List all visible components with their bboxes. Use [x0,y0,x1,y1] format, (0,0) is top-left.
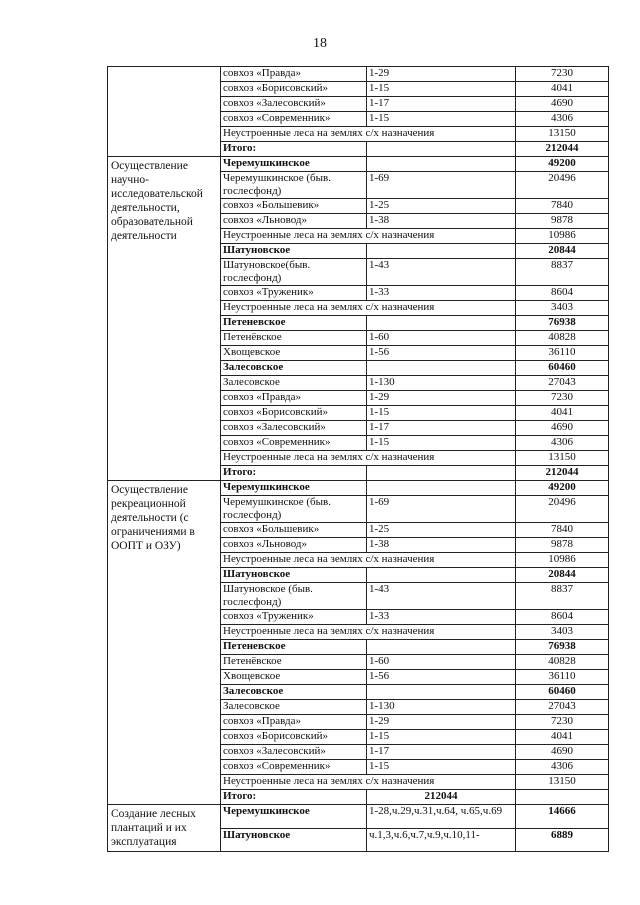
subdivision-name: Черемушкинское [221,157,367,172]
quarter-numbers: 1-29 [367,67,516,82]
area-value: 40828 [516,331,609,346]
forestry-name: Неустроенные леса на землях с/х назначения [221,229,516,244]
total-label: Итого: [221,466,367,481]
area-value: 36110 [516,346,609,361]
subdivision-name: Шатуновское [221,568,367,583]
quarter-numbers: 1-60 [367,655,516,670]
quarter-numbers: 1-17 [367,745,516,760]
area-value: 13150 [516,127,609,142]
quarter-numbers: 1-33 [367,286,516,301]
area-value: 9878 [516,214,609,229]
subdivision-name: Залесовское [221,685,367,700]
area-value: 8604 [516,610,609,625]
area-value: 60460 [516,685,609,700]
area-value: 20496 [516,496,609,523]
area-value: 10986 [516,229,609,244]
page-number: 18 [313,36,327,51]
purpose-cell: Создание лесных плантаций и их эксплуатация [108,805,221,852]
area-value: 27043 [516,700,609,715]
table-row [108,481,609,496]
quarter-numbers: 1-17 [367,97,516,112]
quarter-numbers [367,244,516,259]
area-value: 20844 [516,244,609,259]
quarter-numbers: 1-15 [367,406,516,421]
area-value: 7230 [516,715,609,730]
quarter-numbers: 1-15 [367,760,516,775]
area-value: 13150 [516,775,609,790]
quarter-numbers: 1-28,ч.29,ч.31,ч.64, ч.65,ч.69 [367,805,516,829]
purpose-cell: Осуществление научно-исследовательской деятельности, образовательной деятельности [108,157,221,481]
quarter-numbers: 1-33 [367,610,516,625]
area-value: 76938 [516,640,609,655]
area-value: 20844 [516,568,609,583]
forestry-name: совхоз «Льновод» [221,214,367,229]
area-value: 7230 [516,67,609,82]
forestry-name: совхоз «Правда» [221,67,367,82]
forestry-name: совхоз «Труженик» [221,286,367,301]
area-value: 4306 [516,112,609,127]
forestry-name: Шатуновское [221,828,367,852]
quarter-numbers [367,157,516,172]
area-value: 6889 [516,828,609,852]
quarter-numbers: 1-25 [367,199,516,214]
quarter-numbers: 1-17 [367,421,516,436]
area-value: 20496 [516,172,609,199]
quarter-numbers: 1-15 [367,112,516,127]
area-value: 4306 [516,436,609,451]
area-value: 3403 [516,625,609,640]
area-value: 14666 [516,805,609,829]
forestry-name: Петенёвское [221,331,367,346]
area-value: 4690 [516,745,609,760]
quarter-numbers [367,640,516,655]
area-value: 8604 [516,286,609,301]
forestry-name: совхоз «Современник» [221,436,367,451]
subdivision-name: Петеневское [221,640,367,655]
forestry-name: Неустроенные леса на землях с/х назначения [221,451,516,466]
quarter-numbers: 1-69 [367,496,516,523]
quarter-numbers: 1-130 [367,376,516,391]
area-value: 4690 [516,97,609,112]
area-value: 60460 [516,361,609,376]
forestry-name: совхоз «Борисовский» [221,730,367,745]
subdivision-name: Шатуновское [221,244,367,259]
quarter-numbers: 1-43 [367,583,516,610]
total-value: 212044 [516,466,609,481]
subdivision-name: Залесовское [221,361,367,376]
area-value: 4690 [516,421,609,436]
quarter-numbers [367,568,516,583]
area-value: 7840 [516,523,609,538]
purpose-cell [108,67,221,157]
area-value: 8837 [516,583,609,610]
quarter-numbers: 1-25 [367,523,516,538]
area-value: 76938 [516,316,609,331]
forestry-name: Шатуновское(быв. гослесфонд) [221,259,367,286]
area-value: 4041 [516,406,609,421]
area-value [516,790,609,805]
quarter-numbers: 1-60 [367,331,516,346]
quarter-numbers: ч.1,3,ч.6,ч.7,ч.9,ч.10,11- [367,828,516,852]
area-value: 36110 [516,670,609,685]
quarter-numbers: 1-69 [367,172,516,199]
area-value: 49200 [516,481,609,496]
quarter-numbers: 1-130 [367,700,516,715]
quarter-numbers: 1-29 [367,391,516,406]
area-value: 40828 [516,655,609,670]
forestry-name: совхоз «Борисовский» [221,82,367,97]
forestry-name: Неустроенные леса на землях с/х назначения [221,301,516,316]
forestry-name: совхоз «Современник» [221,112,367,127]
quarter-numbers [367,481,516,496]
forestry-name: Черемушкинское [221,805,367,829]
total-label: Итого: [221,790,367,805]
forestry-name: Петенёвское [221,655,367,670]
quarter-numbers [367,361,516,376]
forestry-name: Хвощевское [221,346,367,361]
forestry-name: Залесовское [221,700,367,715]
forestry-name: Шатуновское (быв. гослесфонд) [221,583,367,610]
total-value: 212044 [516,142,609,157]
forestry-name: Черемушкинское (быв. гослесфонд) [221,496,367,523]
forestry-name: совхоз «Современник» [221,760,367,775]
table-row [108,805,609,829]
quarter-numbers: 1-15 [367,730,516,745]
forestry-name: Черемушкинское (быв. гослесфонд) [221,172,367,199]
quarter-numbers [367,316,516,331]
forestry-name: Неустроенные леса на землях с/х назначения [221,553,516,568]
quarter-numbers: 1-56 [367,346,516,361]
total-value: 212044 [367,790,516,805]
forestry-name: Хвощевское [221,670,367,685]
forestry-name: совхоз «Залесовский» [221,745,367,760]
table-row [108,157,609,172]
forestry-name: совхоз «Труженик» [221,610,367,625]
quarter-numbers: 1-15 [367,436,516,451]
forestry-name: Неустроенные леса на землях с/х назначения [221,127,516,142]
quarter-numbers: 1-15 [367,82,516,97]
subdivision-name: Черемушкинское [221,481,367,496]
area-value: 7840 [516,199,609,214]
quarter-numbers [367,466,516,481]
forestry-name: совхоз «Борисовский» [221,406,367,421]
quarter-numbers: 1-56 [367,670,516,685]
purpose-cell: Осуществление рекреационной деятельности (с ограничениями в ООПТ и ОЗУ) [108,481,221,805]
quarter-numbers [367,685,516,700]
forestry-name: совхоз «Залесовский» [221,421,367,436]
quarter-numbers: 1-38 [367,214,516,229]
area-value: 49200 [516,157,609,172]
table-row [108,67,609,82]
area-value: 4041 [516,730,609,745]
area-value: 10986 [516,553,609,568]
quarter-numbers: 1-38 [367,538,516,553]
area-value: 13150 [516,451,609,466]
quarter-numbers: 1-29 [367,715,516,730]
area-value: 4306 [516,760,609,775]
quarter-numbers [367,142,516,157]
forestry-name: совхоз «Правда» [221,391,367,406]
subdivision-name: Петеневское [221,316,367,331]
area-value: 4041 [516,82,609,97]
forestry-name: Неустроенные леса на землях с/х назначения [221,775,516,790]
area-value: 3403 [516,301,609,316]
forestry-name: совхоз «Большевик» [221,199,367,214]
total-label: Итого: [221,142,367,157]
area-value: 9878 [516,538,609,553]
quarter-numbers: 1-43 [367,259,516,286]
forestry-name: совхоз «Льновод» [221,538,367,553]
area-value: 8837 [516,259,609,286]
forestry-name: Неустроенные леса на землях с/х назначения [221,625,516,640]
area-value: 7230 [516,391,609,406]
forestry-name: совхоз «Большевик» [221,523,367,538]
forestry-name: Залесовское [221,376,367,391]
forest-use-table [107,66,609,852]
area-value: 27043 [516,376,609,391]
forestry-name: совхоз «Правда» [221,715,367,730]
forestry-name: совхоз «Залесовский» [221,97,367,112]
